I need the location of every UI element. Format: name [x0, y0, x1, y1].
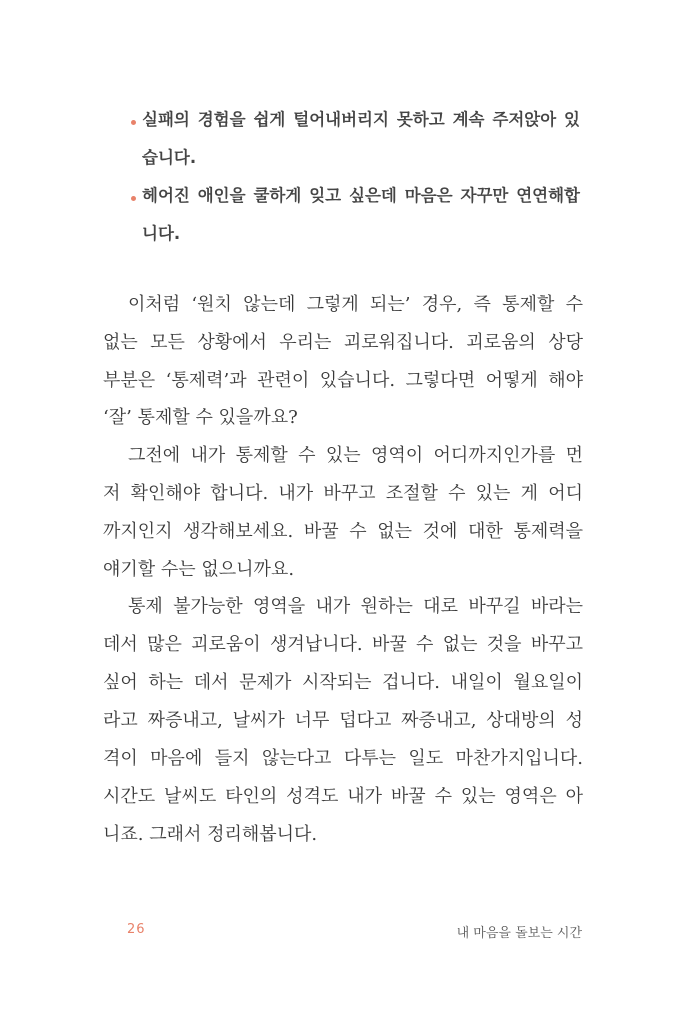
text-line: ‘잘’ 통제할 수 있을까요? — [103, 407, 298, 428]
text-line: 까지인지 생각해보세요. 바꿀 수 없는 것에 대한 통제력을 — [103, 521, 583, 542]
text-line: 데서 많은 괴로움이 생겨납니다. 바꿀 수 없는 것을 바꾸고 — [103, 634, 583, 655]
bullet-1-line-1: 실패의 경험을 쉽게 털어내버리지 못하고 계속 주저앉아 있 — [142, 110, 580, 129]
running-title: 내 마음을 돌보는 시간 — [456, 926, 582, 941]
text-line: 니죠. 그래서 정리해봅니다. — [103, 824, 318, 845]
text-line: 얘기할 수는 없으니까요. — [103, 559, 295, 580]
text-line: 격이 마음에 들지 않는다고 다투는 일도 마찬가지입니다. — [103, 748, 583, 769]
bullet-2-line-2: 니다. — [142, 224, 181, 243]
text-line: 이처럼 ‘원치 않는데 그렇게 되는’ 경우, 즉 통제할 수 — [128, 294, 583, 315]
bullet-dot-icon — [131, 120, 136, 125]
text-line: 저 확인해야 합니다. 내가 바꾸고 조절할 수 있는 게 어디 — [103, 483, 583, 504]
bullet-dot-icon — [131, 196, 136, 201]
bullet-2-line-1: 헤어진 애인을 쿨하게 잊고 싶은데 마음은 자꾸만 연연해합 — [142, 186, 580, 205]
text-line: 싶어 하는 데서 문제가 시작되는 겁니다. 내일이 월요일이 — [103, 672, 583, 693]
text-line: 라고 짜증내고, 날씨가 너무 덥다고 짜증내고, 상대방의 성 — [103, 710, 583, 731]
text-line: 부분은 ‘통제력’과 관련이 있습니다. 그렇다면 어떻게 해야 — [103, 370, 583, 391]
text-line: 통제 불가능한 영역을 내가 원하는 대로 바꾸길 바라는 — [128, 596, 583, 617]
text-line: 그전에 내가 통제할 수 있는 영역이 어디까지인가를 먼 — [128, 445, 583, 466]
bullet-1-line-2: 습니다. — [142, 148, 197, 167]
text-line: 시간도 날씨도 타인의 성격도 내가 바꿀 수 있는 영역은 아 — [103, 786, 583, 807]
text-line: 없는 모든 상황에서 우리는 괴로워집니다. 괴로움의 상당 — [103, 332, 583, 353]
page-number: 26 — [127, 922, 146, 937]
